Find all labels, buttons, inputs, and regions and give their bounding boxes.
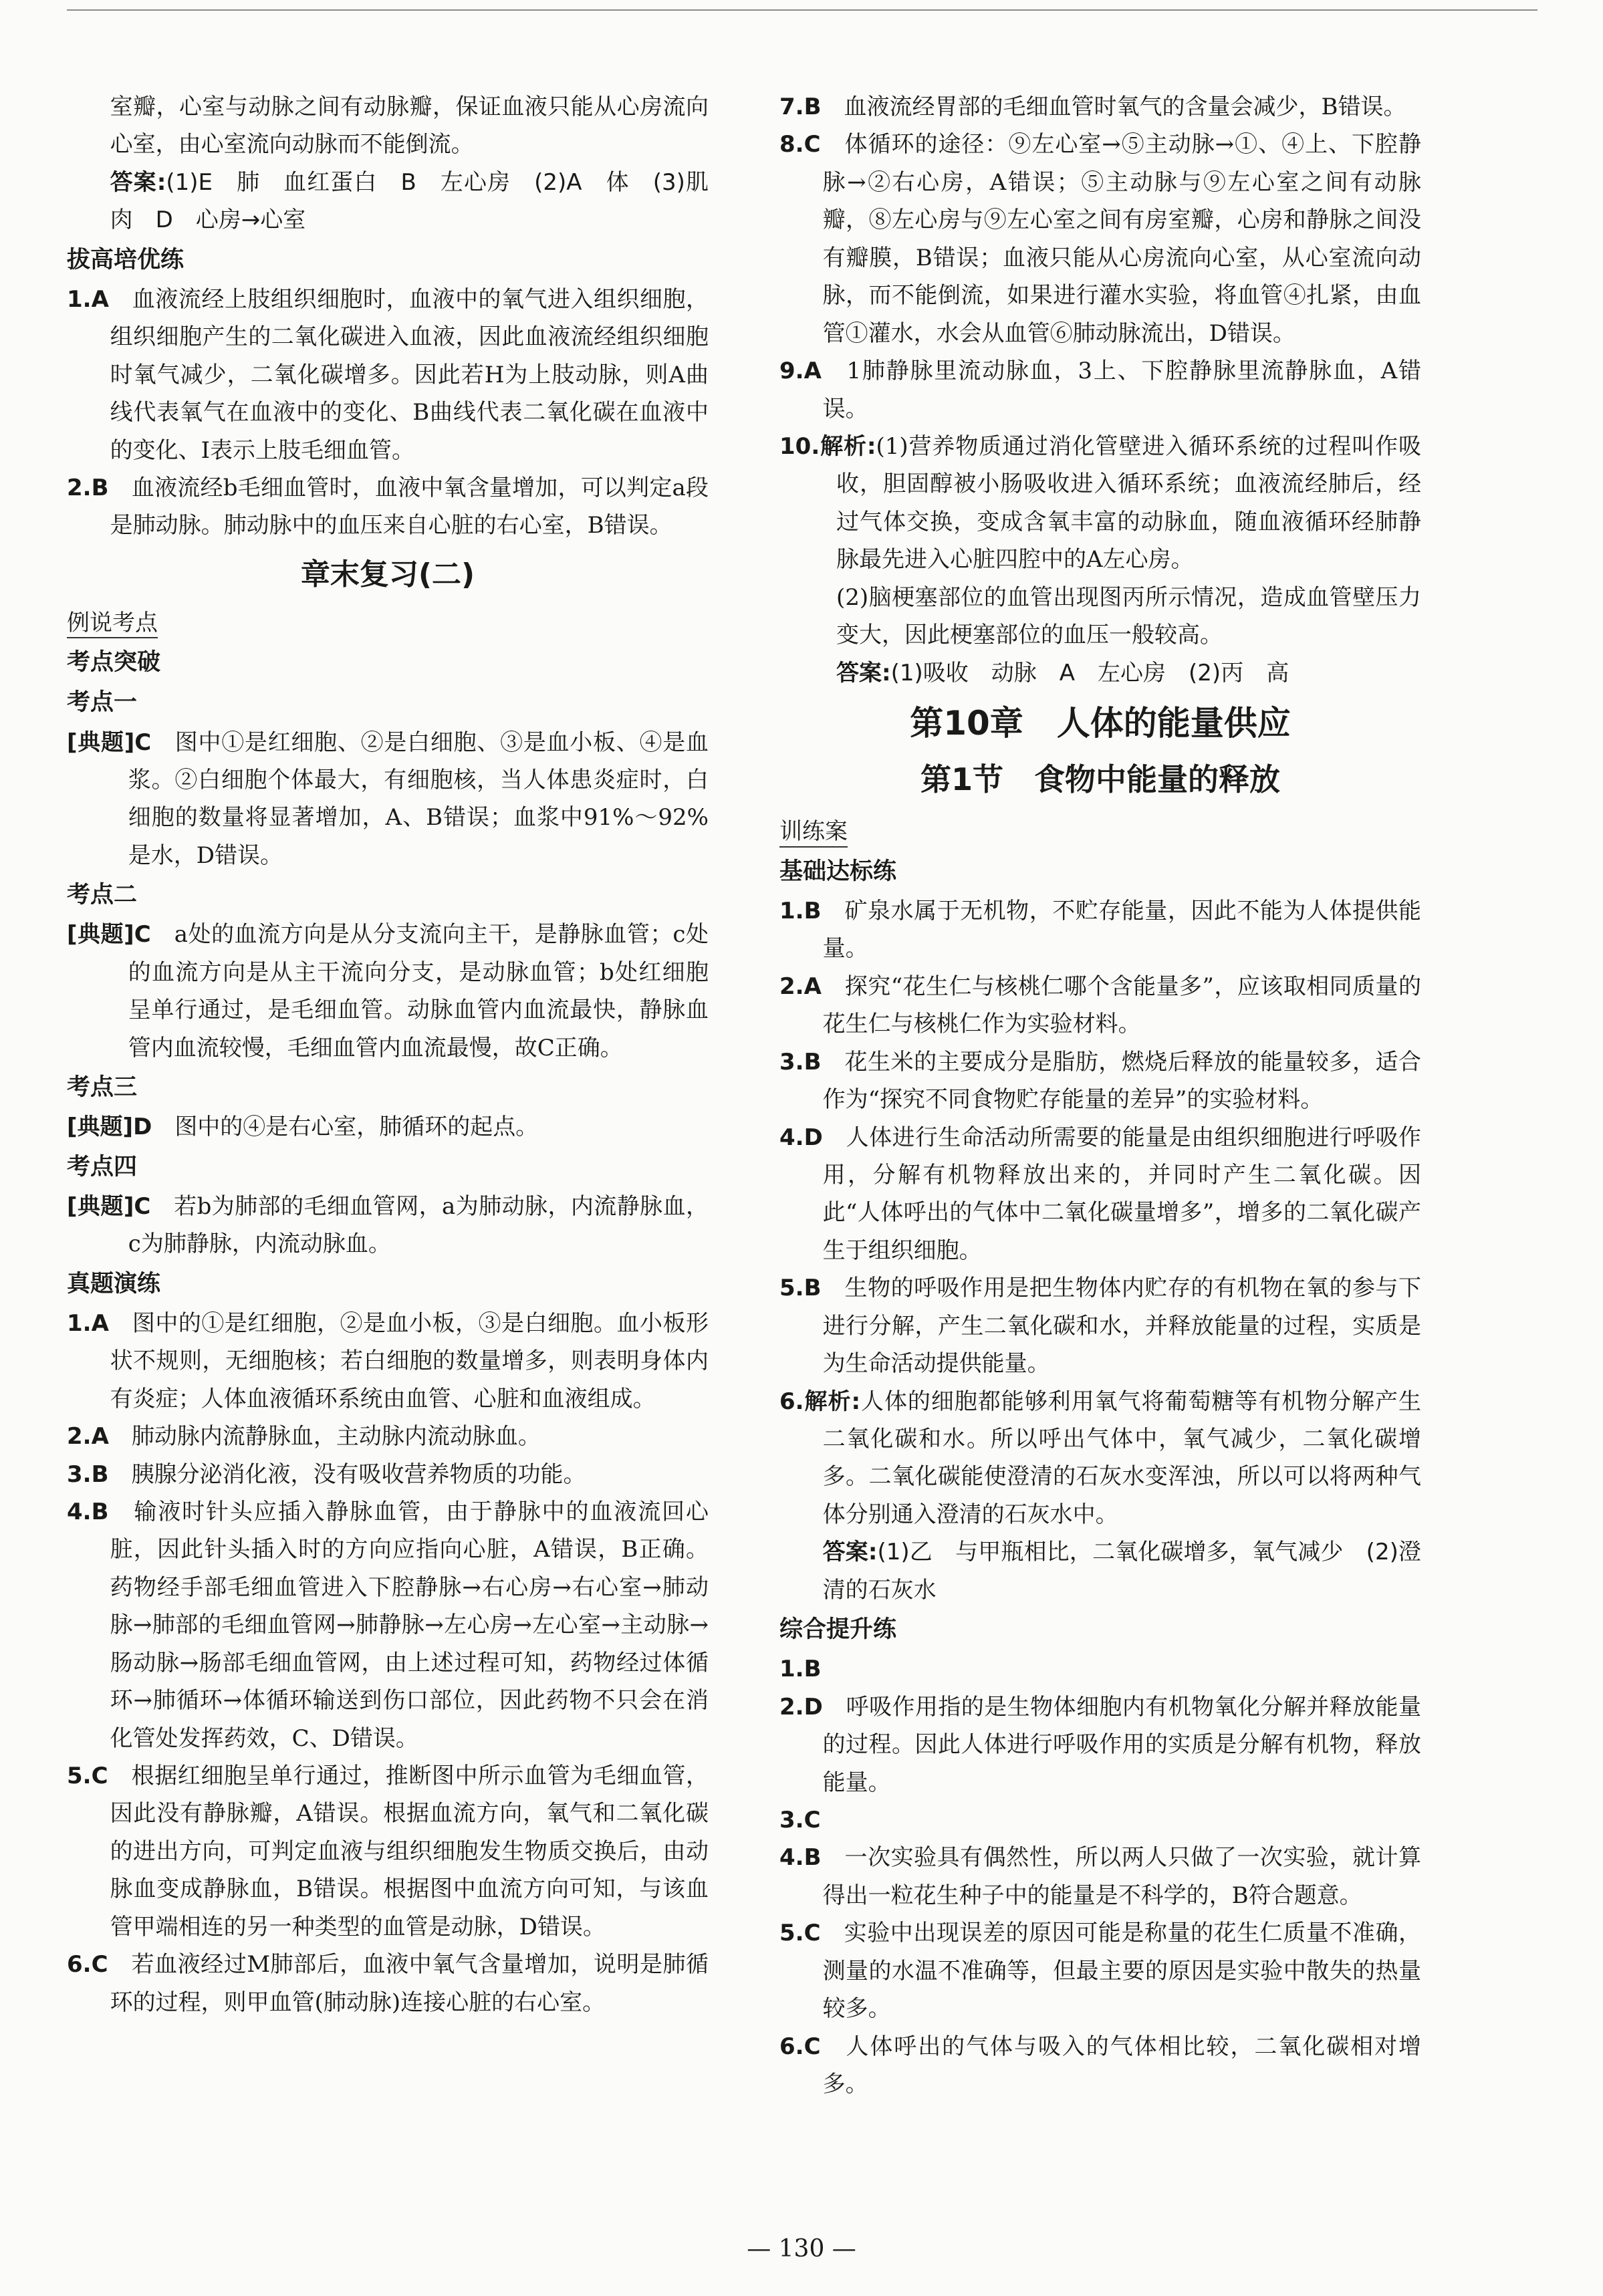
item-text: 图中的①是红细胞，②是血小板，③是白细胞。血小板形状不规则，无细胞核；若白细胞的数量增多，则表明身体内有炎症；人体血液循环系统由血管、心脏和血液组成。	[110, 1309, 709, 1412]
list-item	[67, 1418, 709, 1455]
item-text: 人体进行生命活动所需要的能量是由组织细胞进行呼吸作用，分解有机物释放出来的，并同时产生二氧化碳。因此“人体呼出的气体中二氧化碳量增多”，增多的二氧化碳产生于组织细胞。	[822, 1124, 1422, 1264]
list-item	[779, 1914, 1421, 2027]
kaodian-title: 考点一	[67, 689, 138, 717]
item-text: 血液流经胃部的毛细血管时氧气的含量会减少，B错误。	[844, 94, 1406, 120]
item-text: 肺动脉内流静脉血，主动脉内流动脉血。	[131, 1423, 541, 1450]
example-tag: [典题]C	[67, 729, 152, 756]
item-text: 输液时针头应插入静脉血管，由于静脉中的血液流回心脏，因此针头插入时的方向应指向心脏，A错误，B正确。药物经手部毛细血管进入下腔静脉→右心房→右心室→肺动脉→肺部的毛细血管网→肺静脉→左心房→左心室→主动脉→肠动脉→肠部毛细血管网，由上述过程可知，药物经过体循环→肺循环→体循环输送到伤口部位，因此药物不只会在消化管处发挥药效，C、D错误。	[110, 1498, 709, 1752]
item-number: 2.A	[779, 973, 822, 1000]
list-item	[779, 126, 1421, 352]
list-item	[67, 281, 709, 469]
top-rule	[67, 9, 1537, 11]
example-tag: [典题]C	[67, 921, 151, 948]
item-text: 血液流经b毛细血管时，血液中氧含量增加，可以判定a段是肺动脉。肺动脉中的血压来自心脏的右心室，B错误。	[110, 475, 709, 539]
right-column	[779, 88, 1421, 2103]
list-item	[67, 1305, 709, 1418]
item-text: 实验中出现误差的原因可能是称量的花生仁质量不准确，测量的水温不准确等，但最主要的原因是实验中散失的热量较多。	[822, 1920, 1422, 2023]
list-item-6	[779, 1383, 1421, 1534]
analysis-text: 人体的细胞都能够利用氧气将葡萄糖等有机物分解产生二氧化碳和水。所以呼出气体中，氧气减少，二氧化碳增多。二氧化碳能使澄清的石灰水变浑浊，所以可以将两种气体分别通入澄清的石灰水中。	[822, 1388, 1421, 1528]
example-text: 图中的④是右心室，肺循环的起点。	[174, 1114, 539, 1141]
item-text: 探究“花生仁与核桃仁哪个含能量多”，应该取相同质量的花生仁与核桃仁作为实验材料。	[822, 973, 1422, 1038]
answer-text: (1)E 肺 血红蛋白 B 左心房 (2)A 体 (3)肌肉 D 心房→心室	[110, 168, 709, 234]
list-item	[67, 1456, 709, 1493]
item-number: 1.A	[67, 285, 109, 313]
example-item	[67, 916, 709, 1067]
analysis-label: 解析:	[804, 1388, 861, 1415]
tab-xunlian: 训练案	[779, 817, 848, 848]
example-tag: [典题]D	[67, 1114, 152, 1141]
kaodian-title: 考点三	[67, 1074, 138, 1102]
item-text: 血液流经上肢组织细胞时，血液中的氧气进入组织细胞，组织细胞产生的二氧化碳进入血液，因此血液流经组织细胞时氧气减少，二氧化碳增多。因此若H为上肢动脉，则A曲线代表氧气在血液中的变化、B曲线代表二氧化碳在血液中的变化、I表示上肢毛细血管。	[110, 285, 709, 464]
item-number: 2.A	[67, 1423, 109, 1450]
answer-line	[779, 1533, 1421, 1609]
item-text: 胰腺分泌消化液，没有吸收营养物质的功能。	[131, 1460, 586, 1488]
list-item	[779, 1839, 1421, 1914]
analysis-text: (1)营养物质通过消化管壁进入循环系统的过程叫作吸收，胆固醇被小肠吸收进入循环系统；血液流经肺后，经过气体交换，变成含氧丰富的动脉血，随血液循环经肺静脉最先进入心脏四腔中的A左心房。	[836, 432, 1421, 573]
item-number: 4.B	[67, 1498, 109, 1525]
section-heading-jichu: 基础达标练	[779, 858, 897, 885]
item-text: 呼吸作用指的是生物体细胞内有机物氧化分解并释放能量的过程。因此人体进行呼吸作用的实质是分解有机物，释放能量。	[822, 1693, 1422, 1796]
item-text: 根据红细胞呈单行通过，推断图中所示血管为毛细血管，因此没有静脉瓣，A错误。根据血流方向，氧气和二氧化碳的进出方向，可判定血液与组织细胞发生物质交换后，由动脉血变成静脉血，B错误。根据图中血流方向可知，与该血管甲端相连的另一种类型的血管是动脉，D错误。	[110, 1763, 709, 1940]
list-item	[779, 968, 1421, 1043]
answer-text: (1)乙 与甲瓶相比，二氧化碳增多，氧气减少 (2)澄清的石灰水	[822, 1539, 1421, 1604]
answer-label: 答案:	[110, 168, 166, 196]
item-text: 一次实验具有偶然性，所以两人只做了一次实验，就计算得出一粒花生种子中的能量是不科学的，B符合题意。	[822, 1844, 1422, 1909]
item-number: 4.D	[779, 1124, 823, 1151]
analysis-text-2: (2)脑梗塞部位的血管出现图丙所示情况，造成血管壁压力变大，因此梗塞部位的血压一般较高。	[836, 584, 1421, 649]
list-item-10	[779, 428, 1421, 579]
item-text: 人体呼出的气体与吸入的气体相比较，二氧化碳相对增多。	[822, 2033, 1422, 2098]
answer-line	[67, 164, 709, 239]
answer-text: (1)吸收 动脉 A 左心房 (2)丙 高	[890, 659, 1289, 686]
left-column	[67, 88, 709, 2021]
section-heading-zonghe: 综合提升练	[779, 1616, 897, 1644]
item-number: 4.B	[779, 1844, 822, 1872]
item-text: 花生米的主要成分是脂肪，燃烧后释放的能量较多，适合作为“探究不同食物贮存能量的差异”的实验材料。	[822, 1048, 1422, 1114]
kaodian-title: 考点四	[67, 1153, 138, 1180]
item-number: 2.B	[67, 475, 109, 502]
item-number: 7.B	[779, 94, 822, 120]
item-text: 矿泉水属于无机物，不贮存能量，因此不能为人体提供能量。	[822, 897, 1422, 963]
item-number: 2.D	[779, 1693, 823, 1720]
chapter-title: 第10章 人体的能量供应	[910, 704, 1291, 743]
continued-text: 室瓣，心室与动脉之间有动脉瓣，保证血液只能从心房流向心室，由心室流向动脉而不能倒流。	[110, 94, 709, 158]
kaodian-title: 考点二	[67, 882, 138, 909]
item-number: 8.C	[779, 131, 821, 158]
section-heading-kaodian: 考点突破	[67, 649, 161, 676]
item-number: 6.	[779, 1388, 804, 1415]
item-number: 5.C	[779, 1920, 821, 1947]
example-item	[67, 724, 709, 875]
item-number: 3.B	[67, 1460, 109, 1488]
section-title: 第1节 食物中能量的释放	[920, 761, 1280, 797]
list-item	[779, 1801, 1421, 1839]
list-item	[779, 892, 1421, 968]
list-item	[67, 469, 709, 545]
example-text: 图中①是红细胞、②是白细胞、③是血小板、④是血浆。②白细胞个体最大，有细胞核，当人体患炎症时，白细胞的数量将显著增加，A、B错误；血浆中91%～92%是水，D错误。	[128, 729, 709, 869]
answer-label: 答案:	[836, 659, 891, 686]
tab-lishuo: 例说考点	[67, 609, 158, 639]
item-number: 1.B	[779, 897, 822, 924]
item-text: 体循环的途径：⑨左心室→⑤主动脉→①、④上、下腔静脉→②右心房，A错误；⑤主动脉与⑨左心室之间有动脉瓣，⑧左心房与⑨左心室之间有房室瓣，心房和静脉之间没有瓣膜，B错误；血液只能从心房流向心室，从心室流向动脉，而不能倒流，如果进行灌水实验，将血管④扎紧，由血管①灌水，水会从血管⑥肺动脉流出，D错误。	[822, 131, 1421, 347]
list-item	[67, 1757, 709, 1946]
item-text: 生物的呼吸作用是把生物体内贮存的有机物在氧的参与下进行分解，产生二氧化碳和水，并释放能量的过程，实质是为生命活动提供能量。	[822, 1275, 1422, 1378]
item-number: 5.B	[779, 1275, 822, 1302]
answer-label: 答案:	[822, 1539, 878, 1566]
item-number: 10.	[779, 432, 820, 460]
item-number: 1.A	[67, 1309, 109, 1337]
example-text: a处的血流方向是从分支流向主干，是静脉血管；c处的血流方向是从主干流向分支，是动脉血管；b处红细胞呈单行通过，是毛细血管。动脉血管内血流最快，静脉血管内血流较慢，毛细血管内血流最慢，故C正确。	[128, 921, 709, 1061]
list-item	[779, 1688, 1421, 1801]
item-text: 1肺静脉里流动脉血，3上、下腔静脉里流静脉血，A错误。	[822, 358, 1421, 422]
list-item	[779, 1119, 1421, 1270]
example-tag: [典题]C	[67, 1192, 151, 1220]
item-text: 若血液经过M肺部后，血液中氧气含量增加，说明是肺循环的过程，则甲血管(肺动脉)连接心脏的右心室。	[110, 1951, 709, 2016]
list-item	[779, 352, 1421, 428]
analysis-label: 解析:	[820, 432, 876, 460]
example-text: 若b为肺部的毛细血管网，a为肺动脉，内流静脉血，c为肺静脉，内流动脉血。	[128, 1192, 709, 1258]
item-number: 3.C	[779, 1807, 821, 1834]
example-item	[67, 1188, 709, 1263]
section-heading-zhenti: 真题演练	[67, 1270, 161, 1297]
list-item	[67, 1493, 709, 1757]
item-number: 3.B	[779, 1048, 822, 1075]
list-item	[67, 1946, 709, 2021]
example-item	[67, 1108, 709, 1146]
list-item	[779, 1043, 1421, 1119]
list-item	[779, 1269, 1421, 1382]
page-number: — 130 —	[747, 2235, 856, 2263]
item-number: 5.C	[67, 1763, 108, 1789]
answer-line	[779, 654, 1421, 692]
item-number: 6.C	[67, 1951, 108, 1979]
list-item	[779, 1650, 1421, 1688]
list-item	[779, 88, 1421, 126]
section-heading-bagao: 拔高培优练	[67, 246, 184, 273]
item-number: 9.A	[779, 358, 822, 385]
item-number: 6.C	[779, 2033, 821, 2060]
item-number: 1.B	[779, 1656, 822, 1683]
list-item	[779, 2028, 1421, 2103]
chapter-review-title: 章末复习(二)	[300, 557, 475, 592]
